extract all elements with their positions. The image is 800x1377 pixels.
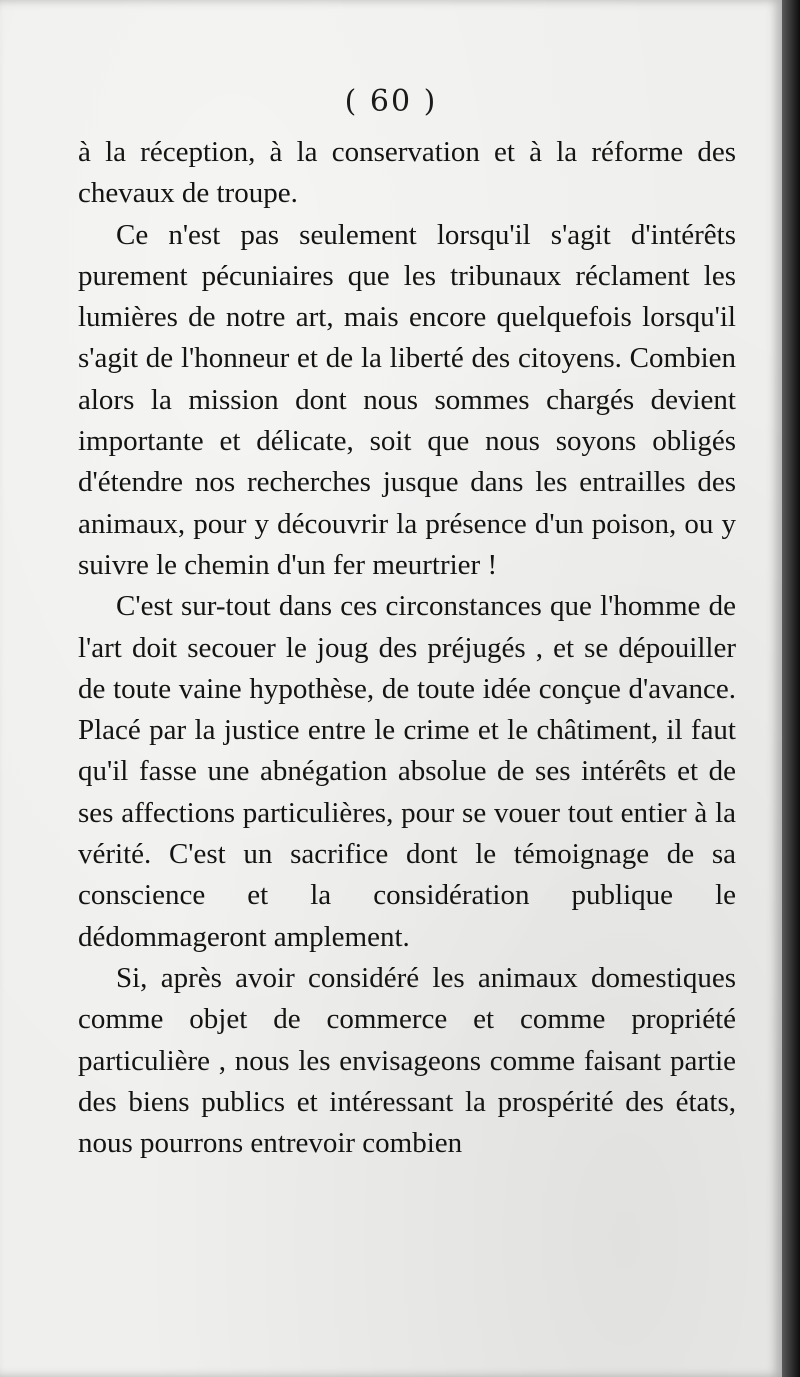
paragraph-2: Ce n'est pas seulement lorsqu'il s'agit d'intérêts purement pécuniaires que les tribunaux réclament les lumières de notre art, mais encore quelquefois lorsqu'il s'agit de l'honneur et de la liberté des citoyens. Combien alors la mission dont nous sommes chargés devient importante et délicate, soit que nous soyons obligés d'étendre nos recherches jusque dans les entrailles des animaux, pour y découvrir la présence d'un poison, ou y suivre le chemin d'un fer meurtrier ! (78, 218, 736, 581)
paragraph-1: à la réception, à la conservation et à la réforme des chevaux de troupe. (78, 136, 736, 210)
paragraph-4: Si, après avoir considéré les animaux domestiques comme objet de commerce et comme propriété particulière , nous les envisageons comme faisant partie des biens publics et intéressant la prospérité des états, nous pourrons entrevoir combien (78, 961, 736, 1160)
page-number: ( 60 ) (344, 84, 438, 119)
body-text (78, 132, 736, 1164)
page-edge-shadow (782, 0, 800, 1377)
paragraph-3: C'est sur-tout dans ces circonstances que l'homme de l'art doit secouer le joug des préjugés , et se dépouiller de toute vaine hypothèse, de toute idée conçue d'avance. Placé par la justice entre le crime et le châtiment, il faut qu'il fasse une abnégation absolue de ses intérêts et de ses affections particulières, pour se vouer tout entier à la vérité. C'est un sacrifice dont le témoignage de sa conscience et la considération publique le dédommageront amplement. (78, 590, 736, 953)
